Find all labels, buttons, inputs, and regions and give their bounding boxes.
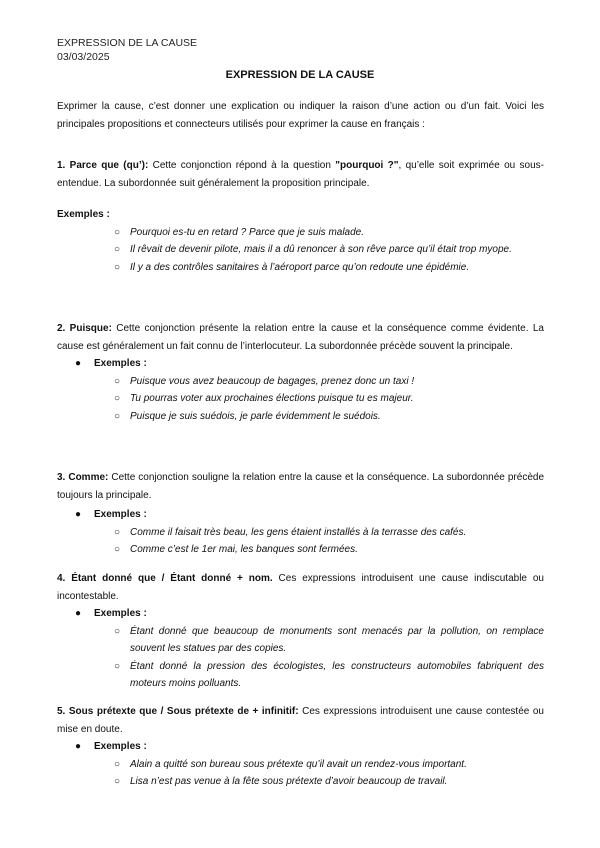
section-2-examples-bullet (57, 355, 544, 373)
section-3-examples-bullet (57, 506, 544, 524)
section-2-examples (57, 373, 544, 426)
solid-bullet-icon: ● (75, 509, 82, 520)
hollow-bullet-icon: ○ (114, 410, 121, 422)
section-4-examples (57, 623, 544, 693)
section-4-examples-label: Exemples : (94, 608, 147, 619)
list-item: ○ Tu pourras voter aux prochaines élections puisque tu es majeur. (57, 390, 544, 408)
list-item: ○ Lisa n’est pas venue à la fête sous prétexte d’avoir beaucoup de travail. (57, 773, 544, 791)
section-4-examples-bullet (57, 605, 544, 623)
list-item: ○ Étant donné que beaucoup de monuments sont menacés par la pollution, on remplace souvent les statues par des copies. (57, 623, 544, 658)
section-4-text: Ces expressions introduisent une cause indiscutable ou incontestable. (57, 573, 544, 602)
section-2-text: Cette conjonction présente la relation entre la cause et la conséquence comme évidente. La cause est généralement un fait connu de l’interlocuteur. La subordonnée précède souvent la principale. (57, 323, 544, 352)
solid-bullet-icon: ● (75, 358, 82, 369)
section-5-text: Ces expressions introduisent une cause contestée ou mise en doute. (57, 706, 544, 735)
header-date: 03/03/2025 (57, 51, 110, 63)
hollow-bullet-icon: ○ (114, 544, 121, 555)
section-5-examples-label: Exemples : (94, 741, 147, 752)
hollow-bullet-icon: ○ (114, 660, 121, 672)
list-item: ○ Comme il faisait très beau, les gens étaient installés à la terrasse des cafés. (57, 524, 544, 542)
list-item: ○ Puisque vous avez beaucoup de bagages, prenez donc un taxi ! (57, 373, 544, 391)
section-3-examples (57, 524, 544, 559)
list-item: ○ Pourquoi es-tu en retard ? Parce que je suis malade. (57, 224, 544, 242)
hollow-bullet-icon: ○ (114, 393, 121, 404)
list-item: ○ Étant donné la pression des écologistes, les constructeurs automobiles fabriquent des moteurs moins polluants. (57, 658, 544, 693)
hollow-bullet-icon: ○ (114, 758, 121, 770)
section-2-examples-label: Exemples : (94, 358, 147, 369)
list-item: ○ Il rêvait de devenir pilote, mais il a dû renoncer à son rêve parce qu’il était trop myope. (57, 241, 544, 259)
hollow-bullet-icon: ○ (114, 625, 121, 637)
section-1-text-b: , qu’elle soit exprimée ou sous-entendue. La subordonnée suit généralement la proposition principale. (57, 160, 544, 189)
list-item: ○ Alain a quitté son bureau sous prétexte qu’il avait un rendez-vous important. (57, 756, 544, 774)
section-1 (57, 157, 544, 276)
section-1-examples-label: Exemples : (57, 209, 110, 220)
section-3 (57, 469, 544, 559)
section-5-examples (57, 756, 544, 791)
section-3-paragraph (57, 469, 544, 504)
section-1-text-bold: "pourquoi ?" (335, 160, 399, 171)
section-1-heading: 1. Parce que (qu’): (57, 160, 149, 171)
section-4 (57, 570, 544, 693)
hollow-bullet-icon: ○ (114, 776, 121, 787)
hollow-bullet-icon: ○ (114, 526, 121, 538)
section-4-heading: 4. Étant donné que / Étant donné + nom. (57, 573, 273, 584)
section-3-examples-label: Exemples : (94, 509, 147, 520)
section-5 (57, 703, 544, 791)
list-item: ○ Comme c’est le 1er mai, les banques sont fermées. (57, 541, 544, 559)
section-4-paragraph (57, 570, 544, 605)
section-5-heading: 5. Sous prétexte que / Sous prétexte de + infinitif: (57, 706, 299, 717)
solid-bullet-icon: ● (75, 608, 82, 619)
header-doc-label: EXPRESSION DE LA CAUSE (57, 37, 198, 49)
section-5-examples-bullet (57, 738, 544, 756)
section-1-text-a: Cette conjonction répond à la question (148, 160, 336, 171)
section-3-text: Cette conjonction souligne la relation entre la cause et la conséquence. La subordonnée précède toujours la principale. (57, 472, 544, 501)
hollow-bullet-icon: ○ (114, 375, 121, 387)
list-item: ○ Puisque je suis suédois, je parle évidemment le suédois. (57, 408, 544, 426)
document-title: EXPRESSION DE LA CAUSE (225, 69, 375, 81)
section-1-examples (57, 224, 544, 277)
section-3-heading: 3. Comme: (57, 472, 109, 483)
section-1-paragraph (57, 157, 544, 192)
solid-bullet-icon: ● (75, 741, 82, 752)
section-2 (57, 320, 544, 425)
intro-text: Exprimer la cause, c’est donner une explication ou indiquer la raison d’une action ou d’un fait. Voici les principales propositions et connecteurs utilisés pour exprimer la cause en français : (57, 101, 544, 130)
page-header (57, 36, 197, 64)
section-5-paragraph (57, 703, 544, 738)
hollow-bullet-icon: ○ (114, 226, 121, 238)
section-2-heading: 2. Puisque: (57, 323, 112, 334)
hollow-bullet-icon: ○ (114, 261, 121, 273)
list-item: ○ Il y a des contrôles sanitaires à l’aéroport parce qu’on redoute une épidémie. (57, 259, 544, 277)
intro-paragraph (57, 98, 544, 133)
section-2-paragraph (57, 320, 544, 355)
hollow-bullet-icon: ○ (114, 244, 121, 255)
